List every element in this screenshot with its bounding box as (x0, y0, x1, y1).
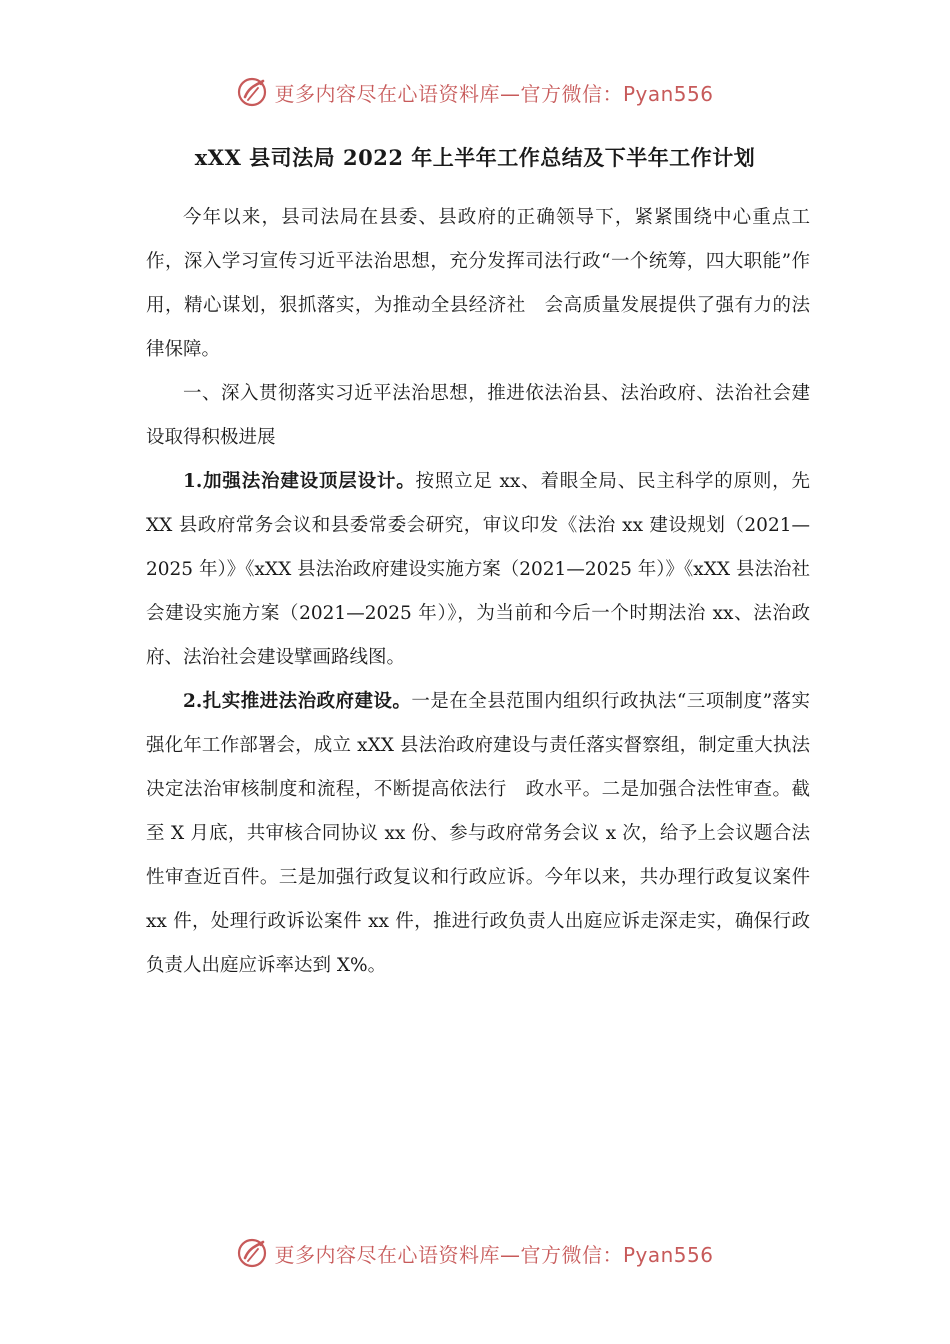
paragraph-text: 一、深入贯彻落实习近平法治思想，推进依法治县、法治政府、法治社会建设取得积极进展 (146, 383, 810, 448)
watermark-text: 更多内容尽在心语资料库—官方微信：Pyan556 (274, 81, 714, 106)
paragraph-text: 一是在全县范围内组织行政执法“三项制度”落实强化年工作部署会，成立 xXX 县法治政府建设与责任落实督察组，制定重大执法决定法治审核制度和流程，不断提高依法行 政水平。二是加强合法性审查。截至 X 月底，共审核合同协议 xx 份、参与政府常务会议 x 次，给予上会议题合法性审查近百件。三是加强行政复议和行政应诉。今年以来，共办理行政复议案件 xx 件，处理行政诉讼案件 xx 件，推进行政负责人出庭应诉走深走实，确保行政负责人出庭应诉率达到 X%。 (146, 691, 810, 976)
paragraph-item-two (146, 680, 810, 988)
watermark-footer (0, 1233, 950, 1273)
paragraph-lead: 2.扎实推进法治政府建设。 (183, 691, 412, 712)
document-body (146, 196, 810, 988)
paragraph-item-one (146, 460, 810, 680)
paragraph-lead: 1.加强法治建设顶层设计。 (183, 471, 416, 492)
document-title: xXX 县司法局 2022 年上半年工作总结及下半年工作计划 (194, 145, 756, 170)
watermark-logo-icon (236, 75, 270, 109)
paragraph-text: 今年以来，县司法局在县委、县政府的正确领导下，紧紧围绕中心重点工作，深入学习宣传习近平法治思想，充分发挥司法行政“一个统筹，四大职能”作用，精心谋划，狠抓落实，为推动全县经济社 会高质量发展提供了强有力的法律保障。 (146, 207, 810, 360)
watermark-header (0, 72, 950, 112)
paragraph-text: 按照立足 xx、着眼全局、民主科学的原则，先 XX 县政府常务会议和县委常委会研究，审议印发《法治 xx 建设规划（2021—2025 年）》《xXX 县法治政府建设实施方案（2021—2025 年）》《xXX 县法治社会建设实施方案（2021—2025 年）》，为当前和今后一个时期法治 xx、法治政府、法治社会建设擘画路线图。 (146, 471, 810, 668)
watermark-logo-icon (236, 1236, 270, 1270)
watermark-text: 更多内容尽在心语资料库—官方微信：Pyan556 (274, 1242, 714, 1267)
paragraph-section-one-heading (146, 372, 810, 460)
paragraph-intro (146, 196, 810, 372)
